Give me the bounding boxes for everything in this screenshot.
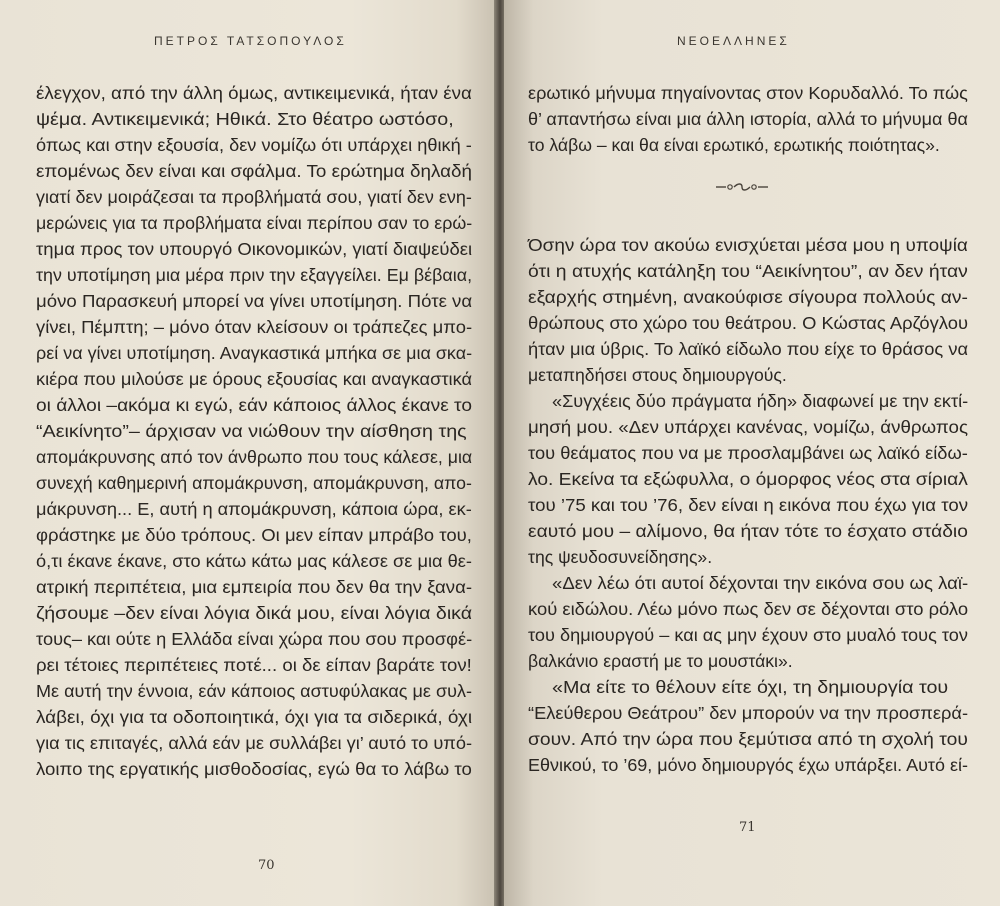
running-head-title: ΝΕΟΕΛΛΗΝΕΣ [677,34,790,48]
text-line: λάβει, όχι για τα οδοποιητικά, όχι για τα σιδερικά, όχι [36,707,473,727]
text-line: εξαρχής στημένη, ανακούφισε σίγουρα πολλούς αν- [528,287,968,307]
text-line: την υποτίμηση μια μέρα πριν την εξαγγείλει. Εμ βέβαια, [36,265,473,285]
text-line: «Συγχέεις δύο πράγματα ήδη» διαφωνεί με την εκτί- [552,391,969,411]
text-line: «Δεν λέω ότι αυτοί δέχονται την εικόνα σου ως λαϊ- [552,573,969,593]
page-number-right: 71 [739,820,756,835]
text-line: βαλκάνιο εραστή με το μουστάκι». [528,651,793,671]
text-line: του δημιουργού – και ας μην έχουν στο μυαλό τους τον [528,625,968,645]
text-line: εαυτό μου – αλίμονο, θα ήταν τότε το έσχατο στάδιο [528,521,968,541]
text-line: λο. Εκείνα τα εξώφυλλα, ο όμορφος νέος στα σίριαλ [528,469,968,489]
right-page-continuation [528,80,968,158]
text-line: έλεγχον, από την άλλη όμως, αντικειμενικά, ήταν ένα [36,83,472,103]
text-line: οι άλλοι –ακόμα κι εγώ, εάν κάποιος άλλος έκανε το [36,395,473,415]
text-line: μάκρυνση... Ε, αυτή η απομάκρυνση, κάποια ώρα, εκ- [36,499,472,519]
text-line: ρει τέτοιες περιπέτειες ποτέ... οι δε είπαν βαράτε τον! [36,655,472,675]
text-line: «Μα είτε το θέλουν είτε όχι, τη δημιουργία του [552,677,949,697]
text-line: όπως και στην εξουσία, δεν νομίζω ότι υπάρχει ηθική - [36,135,472,155]
text-line: για τις επιταγές, αλλά εάν με συλλάβει γι’ αυτό το υπό- [36,733,473,753]
text-line: συνεχή καθημερινή απομάκρυνση, απομάκρυνση, απο- [36,473,472,493]
text-line: ψέμα. Αντικειμενικά; Ηθικά. Στο θέατρο ωστόσο, [36,109,454,129]
page-number-left: 70 [258,858,275,873]
text-line: Με αυτή την έννοια, εάν κάποιος αστυφύλακας με συλ- [36,681,473,701]
left-page [0,0,496,906]
text-line: της ψευδοσυνείδησης». [528,547,713,567]
text-line: κιέρα που μιλούσε με όρους εξουσίας και αναγκαστικά [36,369,473,389]
text-line: επομένως δεν είναι και σφάλμα. Το ερώτημα δηλαδή [36,161,472,181]
text-line: λοιπο της εργατικής μισθοδοσίας, εγώ θα το λάβω το [36,759,472,779]
text-line: ήταν μια ύβρις. Το λαϊκό είδωλο που είχε το θράσος να [528,339,969,359]
text-line: τημα προς τον υπουργό Οικονομικών, γιατί διαψεύδει [36,239,473,259]
text-line: απομάκρυνσης από τον άνθρωπο που τους κάλεσε, μια [36,447,473,467]
text-line: ό,τι έκανε έκανε, στο κάτω κάτω μας κάλεσε σε μια θε- [36,551,472,571]
section-ornament-icon [712,180,772,194]
text-line: γίνει, Πέμπτη; – μόνο όταν κλείσουν οι τράπεζες μπο- [36,317,473,337]
right-page [504,0,1000,906]
text-line: Εθνικού, το ’69, μόνο δημιουργός έχω υπάρξει. Αυτό εί- [528,755,969,775]
text-line: “Ελεύθερου Θεάτρου” δεν μπορούν να την προσπερά- [528,703,969,723]
text-line: Όσην ώρα τον ακούω ενισχύεται μέσα μου η υποψία [528,235,968,255]
text-line: θρώπους στο χώρο του θεάτρου. Ο Κώστας Αρζόγλου [528,313,969,333]
text-line: σουν. Από την ώρα που ξεμύτισα από τη σχολή του [528,729,968,749]
running-head-author: ΠΕΤΡΟΣ ΤΑΤΣΟΠΟΥΛΟΣ [154,34,347,48]
text-line: θ’ απαντήσω είναι μια άλλη ιστορία, αλλά το μήνυμα θα [528,109,968,129]
text-line: μησή μου. «Δεν υπάρχει κανένας, νομίζω, άνθρωπος [528,417,969,437]
text-line: μερώνεις για τα προβλήματα είναι περίπου σαν το ερώ- [36,213,473,233]
text-line: μεταπηδήσει στους δημιουργούς. [528,365,787,385]
text-line: ερωτικό μήνυμα πηγαίνοντας στον Κορυδαλλό. Το πώς [528,83,968,103]
text-line: “Αεικίνητο”– άρχισαν να νιώθουν την αίσθηση της [36,421,467,441]
text-line: ζήσουμε –δεν είναι λόγια δικά μου, είναι λόγια δικά [36,603,473,623]
text-line: γιατί δεν μοιράζεσαι τα προβλήματά σου, γιατί δεν ενη- [36,187,472,207]
text-line: μόνο Παρασκευή μπορεί να γίνει υποτίμηση. Πότε να [36,291,473,311]
left-page-body [36,80,476,782]
text-line: ατρική περιπέτεια, μια εμπειρία που δεν θα την ξανα- [36,577,473,597]
text-line: ρεί να γίνει υποτίμηση. Αναγκαστικά μπήκα σε μια σκα- [36,343,473,363]
text-line: το λάβω – και θα είναι ερωτικό, ερωτικής ποιότητας». [528,135,940,155]
text-line: ότι η ατυχής κατάληξη του “Αεικίνητου”, αν δεν ήταν [528,261,968,281]
text-line: του ’75 και του ’76, δεν είναι η εικόνα που έχω για τον [528,495,969,515]
right-page-body [528,232,968,778]
text-line: φράστηκε με δύο τρόπους. Οι μεν είπαν μπράβο του, [36,525,472,545]
text-line: του θεάματος που να με προσλαμβάνει ως λαϊκό είδω- [528,443,968,463]
text-line: κού ειδώλου. Λέω μόνο πως δεν σε δέχονται στο ρόλο [528,599,969,619]
text-line: τους– και ούτε η Ελλάδα είναι χώρα που σου προσφέ- [36,629,473,649]
